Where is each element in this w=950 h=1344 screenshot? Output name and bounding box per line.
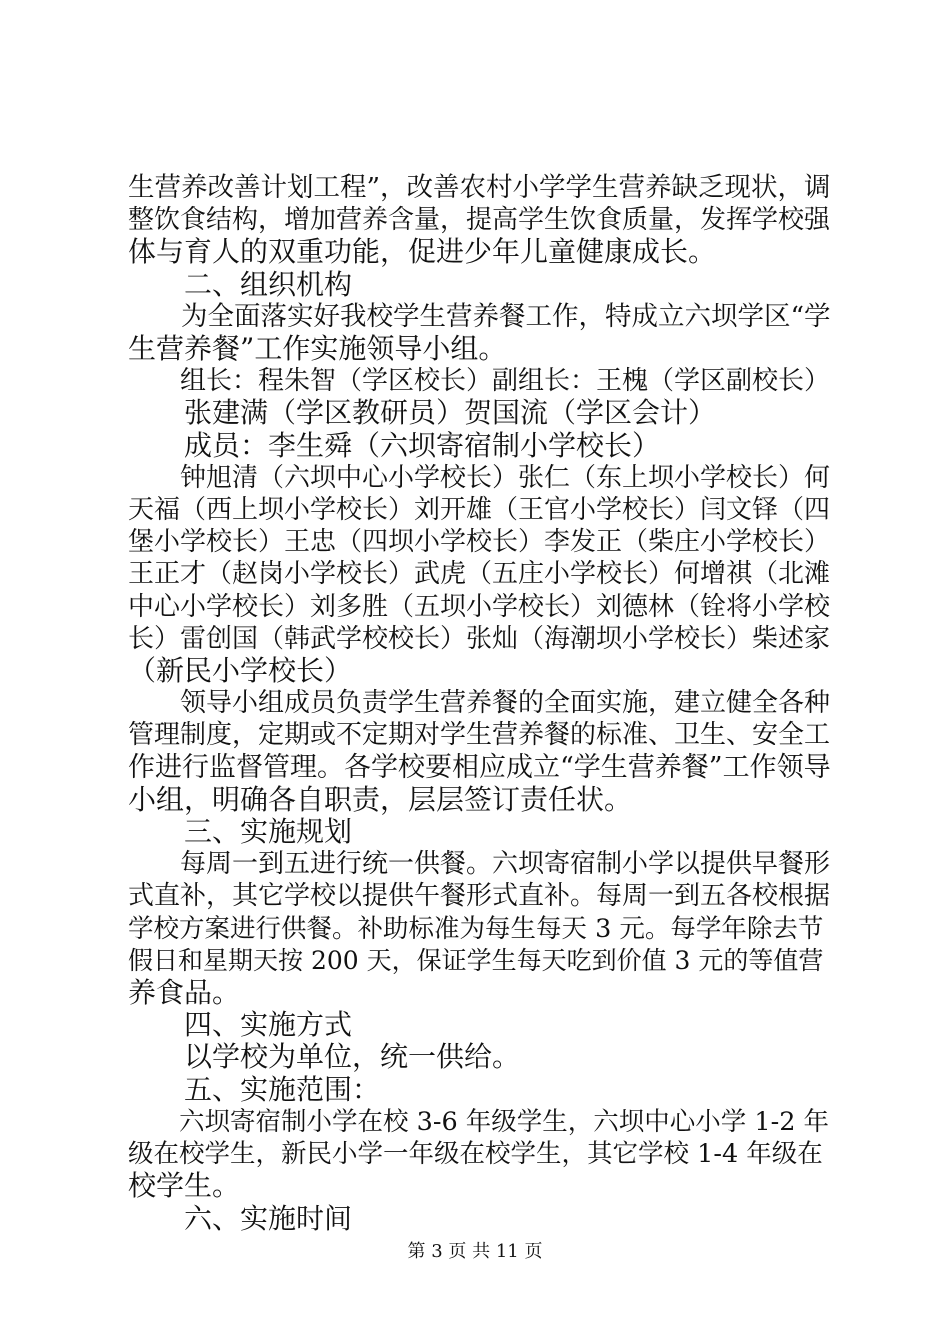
- text-line: 领导小组成员负责学生营养餐的全面实施，建立健全各种: [128, 688, 831, 719]
- text-line: 作进行监督管理。各学校要相应成立“学生营养餐”工作领导: [128, 751, 831, 783]
- text-line: 体与育人的双重功能，促进少年儿童健康成长。: [128, 235, 717, 269]
- text-line: 五、实施范围：: [128, 1072, 381, 1106]
- text-line: 假日和星期天按 200 天，保证学生每天吃到价值 3 元的等值营: [128, 945, 824, 975]
- text-line: 天福（西上坝小学校长）刘开雄（王官小学校长）闫文铎（四: [128, 495, 831, 526]
- text-line: 六、实施时间: [128, 1201, 353, 1235]
- text-line: 为全面落实好我校学生营养餐工作，特成立六坝学区“学: [128, 300, 831, 332]
- text-line: 式直补，其它学校以提供午餐形式直补。每周一到五各校根据: [128, 881, 831, 912]
- text-line: 校学生。: [128, 1169, 241, 1203]
- text-line: 级在校学生，新民小学一年级在校学生，其它学校 1-4 年级在: [128, 1139, 823, 1170]
- text-line: 组长：程朱智（学区校长）副组长：王槐（学区副校长）: [128, 366, 831, 397]
- text-line: 二、组织机构: [128, 267, 353, 301]
- text-line: 养食品。: [128, 976, 241, 1010]
- text-line: 以学校为单位，统一供给。: [128, 1040, 521, 1074]
- text-line: 管理制度，定期或不定期对学生营养餐的标准、卫生、安全工: [128, 720, 831, 751]
- text-line: 整饮食结构，增加营养含量，提高学生饮食质量，发挥学校强: [128, 205, 831, 236]
- text-line: 中心小学校长）刘多胜（五坝小学校长）刘德林（铨将小学校: [128, 591, 831, 622]
- text-line: 张建满（学区教研员）贺国流（学区会计）: [128, 396, 717, 430]
- text-line: 四、实施方式: [128, 1008, 353, 1042]
- text-line: 三、实施规划: [128, 815, 353, 849]
- text-line: 小组，明确各自职责，层层签订责任状。: [128, 782, 633, 816]
- page-footer: 第 3 页 共 11 页: [407, 1241, 543, 1262]
- text-line: 钟旭清（六坝中心小学校长）张仁（东上坝小学校长）何: [128, 462, 831, 493]
- text-line: 每周一到五进行统一供餐。六坝寄宿制小学以提供早餐形: [128, 849, 831, 880]
- text-line: （新民小学校长）: [128, 654, 353, 688]
- text-line: 王正才（赵岗小学校长）武虎（五庄小学校长）何增祺（北滩: [128, 559, 831, 590]
- text-line: 学校方案进行供餐。补助标准为每生每天 3 元。每学年除去节: [128, 913, 824, 944]
- text-line: 成员：李生舜（六坝寄宿制小学校长）: [128, 428, 661, 462]
- text-line: 六坝寄宿制小学在校 3-6 年级学生，六坝中心小学 1-2 年: [128, 1106, 830, 1137]
- document-body: [128, 172, 832, 1235]
- text-line: 堡小学校长）王忠（四坝小学校长）李发正（柴庄小学校长）: [128, 527, 831, 558]
- text-line: 长）雷创国（韩武学校校长）张灿（海潮坝小学校长）柴述家: [128, 623, 831, 654]
- text-line: 生营养改善计划工程”，改善农村小学学生营养缺乏现状，调: [128, 172, 831, 203]
- text-line: 生营养餐”工作实施领导小组。: [128, 332, 507, 366]
